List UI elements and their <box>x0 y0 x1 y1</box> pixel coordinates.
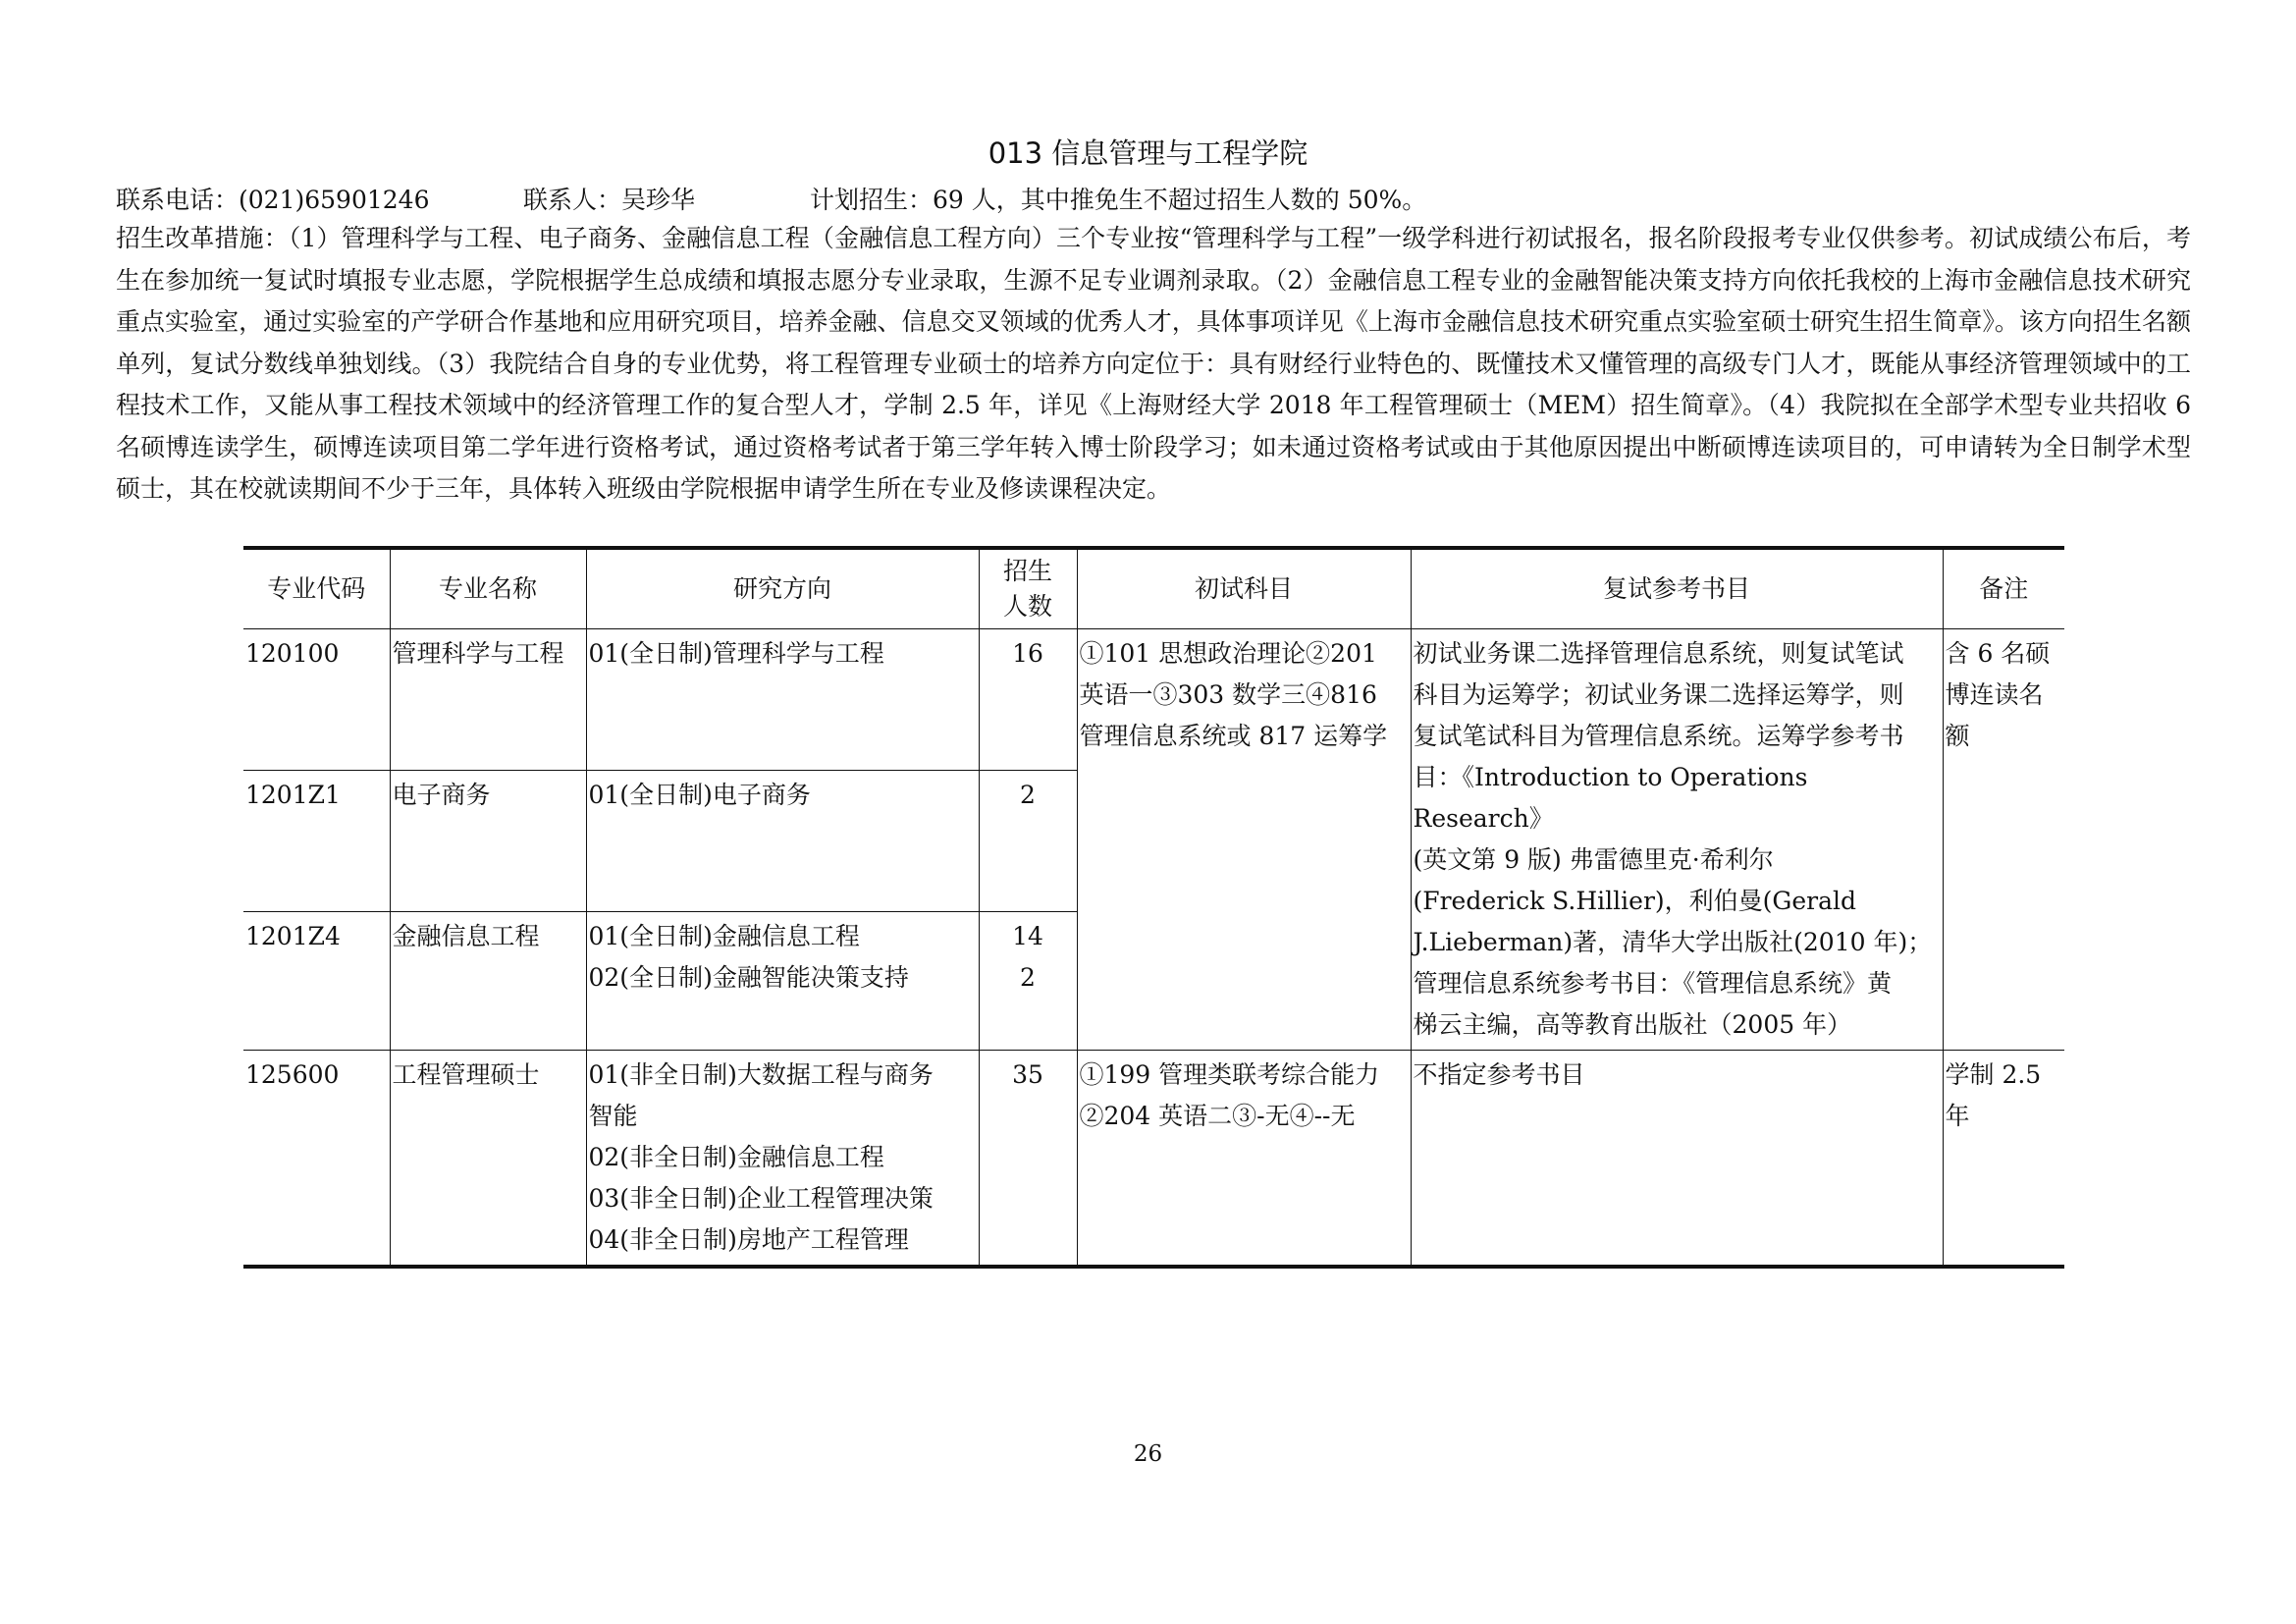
books-line: 复试笔试科目为管理信息系统。运筹学参考书 <box>1413 722 1904 750</box>
note-line: 学制 2.5 <box>1945 1060 2042 1089</box>
exam-line: 管理信息系统或 817 运筹学 <box>1079 722 1388 750</box>
reference-books <box>1411 1051 1943 1268</box>
direction-line: 01(非全日制)大数据工程与商务 <box>588 1060 934 1089</box>
program-direction <box>586 912 979 1051</box>
count-line: 35 <box>1012 1060 1043 1089</box>
direction-line: 01(全日制)金融信息工程 <box>588 922 860 951</box>
program-direction <box>586 771 979 912</box>
header-name: 专业名称 <box>390 548 586 629</box>
header-exam: 初试科目 <box>1077 548 1411 629</box>
table-row <box>243 629 2064 771</box>
program-code: 120100 <box>243 629 390 771</box>
books-line: (Frederick S.Hillier)，利伯曼(Gerald <box>1413 887 1857 915</box>
contact-info <box>116 183 1426 218</box>
header-code: 专业代码 <box>243 548 390 629</box>
header-direction: 研究方向 <box>586 548 979 629</box>
direction-line: 01(全日制)电子商务 <box>588 781 811 810</box>
count-line: 2 <box>1020 781 1036 810</box>
books-line: (英文第 9 版) 弗雷德里克·希利尔 <box>1413 845 1774 874</box>
program-table <box>243 546 2064 1269</box>
program-code: 1201Z1 <box>243 771 390 912</box>
table-header-row <box>243 548 2064 629</box>
header-note: 备注 <box>1943 548 2064 629</box>
enrollment-plan: 计划招生：69 人，其中推免生不超过招生人数的 50%。 <box>810 186 1427 214</box>
header-count-line2: 人数 <box>1002 592 1052 621</box>
books-line: 梯云主编，高等教育出版社（2005 年） <box>1413 1010 1852 1039</box>
program-code: 1201Z4 <box>243 912 390 1051</box>
program-name: 电子商务 <box>390 771 586 912</box>
books-line: 管理信息系统参考书目：《管理信息系统》黄 <box>1413 969 1893 998</box>
exam-line: ①199 管理类联考综合能力 <box>1079 1060 1380 1089</box>
count-line: 2 <box>1020 963 1036 993</box>
exam-subjects <box>1077 629 1411 1051</box>
exam-subjects <box>1077 1051 1411 1268</box>
program-name: 工程管理硕士 <box>390 1051 586 1268</box>
page-number: 26 <box>1133 1441 1163 1467</box>
reference-books <box>1411 629 1943 1051</box>
program-name: 金融信息工程 <box>390 912 586 1051</box>
note-line: 含 6 名硕 <box>1945 639 2051 668</box>
remarks <box>1943 1051 2064 1268</box>
reform-measures: 招生改革措施：（1）管理科学与工程、电子商务、金融信息工程（金融信息工程方向）三个专业按“管理科学与工程”一级学科进行初试报名，报名阶段报考专业仅供参考。初试成绩公布后，考生在参加统一复试时填报专业志愿，学院根据学生总成绩和填报志愿分专业录取，生源不足专业调剂录取。（2）金融信息工程专业的金融智能决策支持方向依托我校的上海市金融信息技术研究重点实验室，通过实验室的产学研合作基地和应用研究项目，培养金融、信息交叉领域的优秀人才，具体事项详见《上海市金融信息技术研究重点实验室硕士研究生招生简章》。该方向招生名额单列，复试分数线单独划线。（3）我院结合自身的专业优势，将工程管理专业硕士的培养方向定位于：具有财经行业特色的、既懂技术又懂管理的高级专门人才，既能从事经济管理领域中的工程技术工作，又能从事工程技术领域中的经济管理工作的复合型人才，学制 2.5 年，详见《上海财经大学 2018 年工程管理硕士（MEM）招生简章》。（4）我院拟在全部学术型专业共招收 6 名硕博连读学生，硕博连读项目第二学年进行资格考试，通过资格考试者于第三学年转入博士阶段学习；如未通过资格考试或由于其他原因提出中断硕博连读项目的，可申请转为全日制学术型硕士，其在校就读期间不少于三年，具体转入班级由学院根据申请学生所在专业及修读课程决定。 <box>116 224 2191 503</box>
remarks <box>1943 629 2064 1051</box>
count-line: 16 <box>1012 639 1043 668</box>
program-count <box>979 912 1077 1051</box>
exam-line: ①101 思想政治理论②201 <box>1079 639 1377 668</box>
books-line: 不指定参考书目 <box>1413 1060 1585 1089</box>
direction-line: 01(全日制)管理科学与工程 <box>588 639 884 668</box>
program-code: 125600 <box>243 1051 390 1268</box>
header-books: 复试参考书目 <box>1411 548 1943 629</box>
program-count <box>979 771 1077 912</box>
note-line: 博连读名 <box>1945 680 2044 709</box>
page-title: 013 信息管理与工程学院 <box>988 136 1308 170</box>
direction-line: 02(全日制)金融智能决策支持 <box>588 963 909 993</box>
note-line: 额 <box>1945 722 1970 750</box>
contact-phone: 联系电话：(021)65901246 <box>116 186 430 214</box>
table-row <box>243 1051 2064 1268</box>
header-count-line1: 招生 <box>1002 557 1052 585</box>
program-count <box>979 629 1077 771</box>
note-line: 年 <box>1945 1102 1970 1130</box>
exam-line: ②204 英语二③-无④--无 <box>1079 1102 1356 1130</box>
books-line: 初试业务课二选择管理信息系统，则复试笔试 <box>1413 639 1904 668</box>
direction-line: 02(非全日制)金融信息工程 <box>588 1143 884 1171</box>
contact-person: 联系人：吴珍华 <box>523 186 696 214</box>
exam-line: 英语一③303 数学三④816 <box>1079 680 1377 709</box>
direction-line: 智能 <box>588 1102 638 1130</box>
program-direction <box>586 1051 979 1268</box>
books-line: J.Lieberman)著，清华大学出版社(2010 年)； <box>1413 928 1933 956</box>
program-direction <box>586 629 979 771</box>
books-line: 科目为运筹学；初试业务课二选择运筹学，则 <box>1413 680 1904 709</box>
program-name: 管理科学与工程 <box>390 629 586 771</box>
header-count <box>979 548 1077 629</box>
direction-line: 04(非全日制)房地产工程管理 <box>588 1225 909 1254</box>
program-count <box>979 1051 1077 1268</box>
count-line: 14 <box>1012 922 1043 951</box>
direction-line: 03(非全日制)企业工程管理决策 <box>588 1184 934 1213</box>
books-line: 目：《Introduction to Operations Research》 <box>1413 763 1808 833</box>
